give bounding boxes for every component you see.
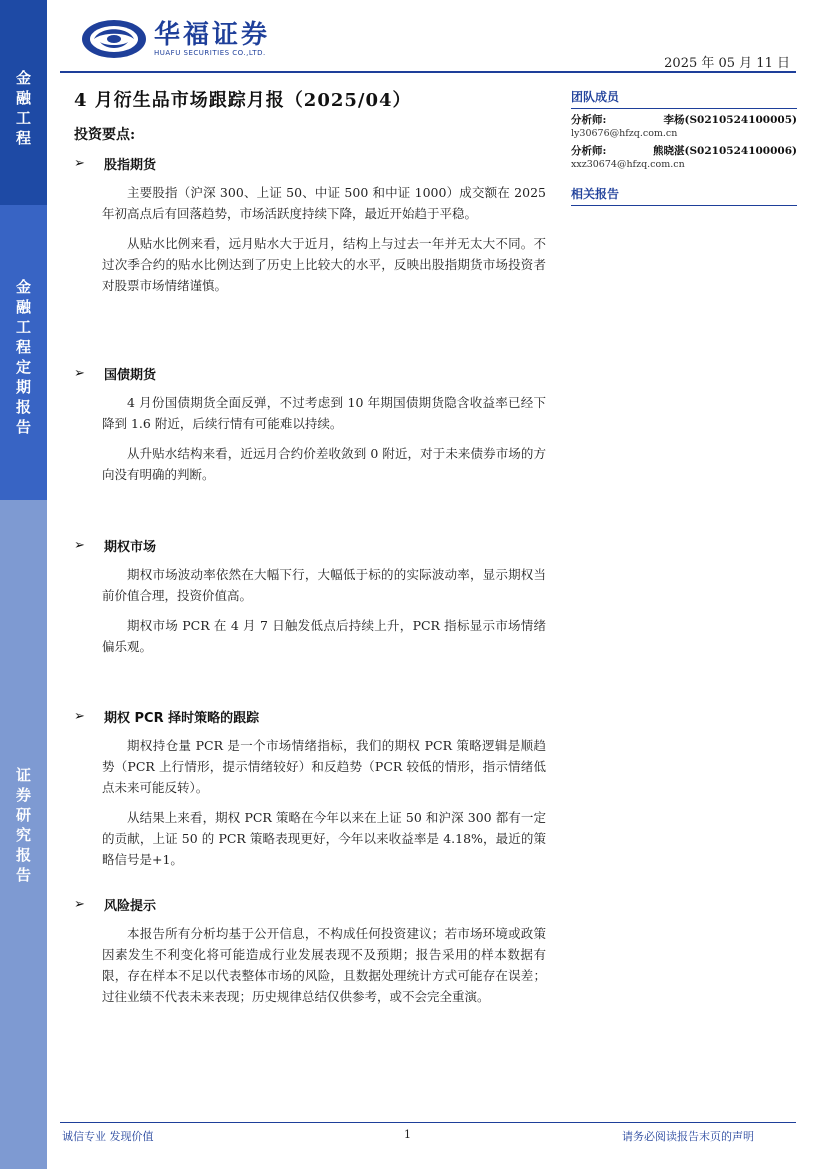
paragraph: 本报告所有分析均基于公开信息，不构成任何投资建议；若市场环境或政策因素发生不利变化将可能造成行业发展表现不及预期；报告采用的样本数据有限，存在样本不足以代表整体市场的风险，且数据处理统计方式可能存在误差；过往业绩不代表未来表现；历史规律总结仅供参考，或不会完全重演。	[102, 926, 546, 1004]
sidebar-char: 究	[15, 826, 31, 844]
arrow-bullet-icon: ➢	[74, 537, 85, 553]
section-stock-index-futures	[74, 152, 546, 296]
paragraph: 从结果上来看，期权 PCR 策略在今年以来在上证 50 和沪深 300 都有一定的贡献，上证 50 的 PCR 策略表现更好，今年以来收益率是 4.18%，最近的策略信号是+1。	[102, 810, 546, 867]
paragraph: 4 月份国债期货全面反弹，不过考虑到 10 年期国债期货隐含收益率已经下降到 1.6 附近，后续行情有可能难以持续。	[102, 395, 546, 431]
huafu-logo-icon	[80, 18, 148, 60]
paragraph: 期权市场波动率依然在大幅下行，大幅低于标的的实际波动率，显示期权当前价值合理，投资价值高。	[102, 567, 546, 603]
sidebar-char: 定	[15, 358, 31, 376]
sidebar-char: 金	[15, 278, 31, 296]
footer-disclaimer: 请务必阅读报告末页的声明	[622, 1130, 754, 1143]
analyst-email: xxz30674@hfzq.com.cn	[571, 159, 685, 170]
analyst-entry	[571, 113, 797, 140]
investment-highlights-heading: 投资要点:	[74, 127, 136, 143]
report-title: 4 月衍生品市场跟踪月报（2025/04）	[74, 90, 412, 111]
section-title: 风险提示	[104, 898, 157, 914]
sidebar-char: 融	[15, 298, 31, 316]
footer-divider	[60, 1122, 796, 1123]
header-divider	[60, 71, 796, 73]
paragraph: 期权市场 PCR 在 4 月 7 日触发低点后持续上升，PCR 指标显示市场情绪偏乐观。	[102, 618, 546, 654]
arrow-bullet-icon: ➢	[74, 155, 85, 171]
page-number: 1	[404, 1128, 411, 1141]
sidebar-char: 工	[15, 318, 31, 336]
sidebar-char: 程	[15, 129, 31, 147]
right-column	[571, 88, 797, 206]
report-date: 2025 年 05 月 11 日	[664, 56, 790, 71]
sidebar-segment-research-report	[0, 500, 47, 1169]
sidebar-char: 报	[15, 846, 31, 864]
section-title: 国债期货	[104, 367, 157, 383]
analyst-name: 李杨(S0210524100005)	[663, 114, 797, 126]
left-sidebar	[0, 0, 47, 1169]
sidebar-char: 券	[15, 786, 31, 804]
sidebar-char: 融	[15, 89, 31, 107]
sidebar-char: 告	[15, 418, 31, 436]
section-options-market	[74, 534, 546, 657]
paragraph: 主要股指（沪深 300、上证 50、中证 500 和中证 1000）成交额在 2025 年初高点后有回落趋势，市场活跃度持续下降，最近开始趋于平稳。	[102, 185, 546, 221]
sidebar-char: 程	[15, 338, 31, 356]
sidebar-char: 工	[15, 109, 31, 127]
sidebar-char: 期	[15, 378, 31, 396]
company-logo	[80, 18, 270, 60]
team-members-heading: 团队成员	[571, 88, 797, 109]
analyst-name: 熊晓湛(S0210524100006)	[653, 145, 797, 157]
section-pcr-timing-strategy	[74, 705, 546, 870]
analyst-entry	[571, 144, 797, 171]
logo-chinese-name: 华福证券	[154, 20, 271, 50]
paragraph: 从升贴水结构来看，近远月合约价差收敛到 0 附近，对于未来债券市场的方向没有明确的判断。	[102, 446, 546, 482]
arrow-bullet-icon: ➢	[74, 896, 85, 912]
arrow-bullet-icon: ➢	[74, 708, 85, 724]
sidebar-char: 研	[15, 806, 31, 824]
section-title: 股指期货	[104, 157, 157, 173]
paragraph: 从贴水比例来看，远月贴水大于近月，结构上与过去一年并无太大不同。不过次季合约的贴水比例达到了历史上比较大的水平，反映出股指期货市场投资者对股票市场情绪谨慎。	[102, 236, 546, 293]
analyst-email: ly30676@hfzq.com.cn	[571, 128, 678, 139]
section-risk-warning	[74, 893, 546, 1007]
arrow-bullet-icon: ➢	[74, 365, 85, 381]
paragraph: 期权持仓量 PCR 是一个市场情绪指标，我们的期权 PCR 策略逻辑是顺趋势（PCR 上行情形，提示情绪较好）和反趋势（PCR 较低的情形，指示情绪低点未来可能反转）。	[102, 738, 546, 795]
section-treasury-futures	[74, 362, 546, 485]
sidebar-char: 证	[15, 766, 31, 784]
sidebar-char: 报	[15, 398, 31, 416]
sidebar-char: 金	[15, 69, 31, 87]
related-reports-heading: 相关报告	[571, 185, 797, 206]
sidebar-segment-periodic-report	[0, 205, 47, 500]
section-title: 期权市场	[104, 539, 157, 555]
sidebar-char: 告	[15, 866, 31, 884]
section-title: 期权 PCR 择时策略的跟踪	[104, 710, 260, 726]
logo-english-name: HUAFU SECURITIES CO.,LTD.	[154, 49, 266, 57]
analyst-role: 分析师:	[571, 114, 607, 126]
footer-slogan: 诚信专业 发现价值	[62, 1130, 154, 1143]
sidebar-segment-financial-engineering	[0, 0, 47, 205]
analyst-role: 分析师:	[571, 145, 607, 157]
